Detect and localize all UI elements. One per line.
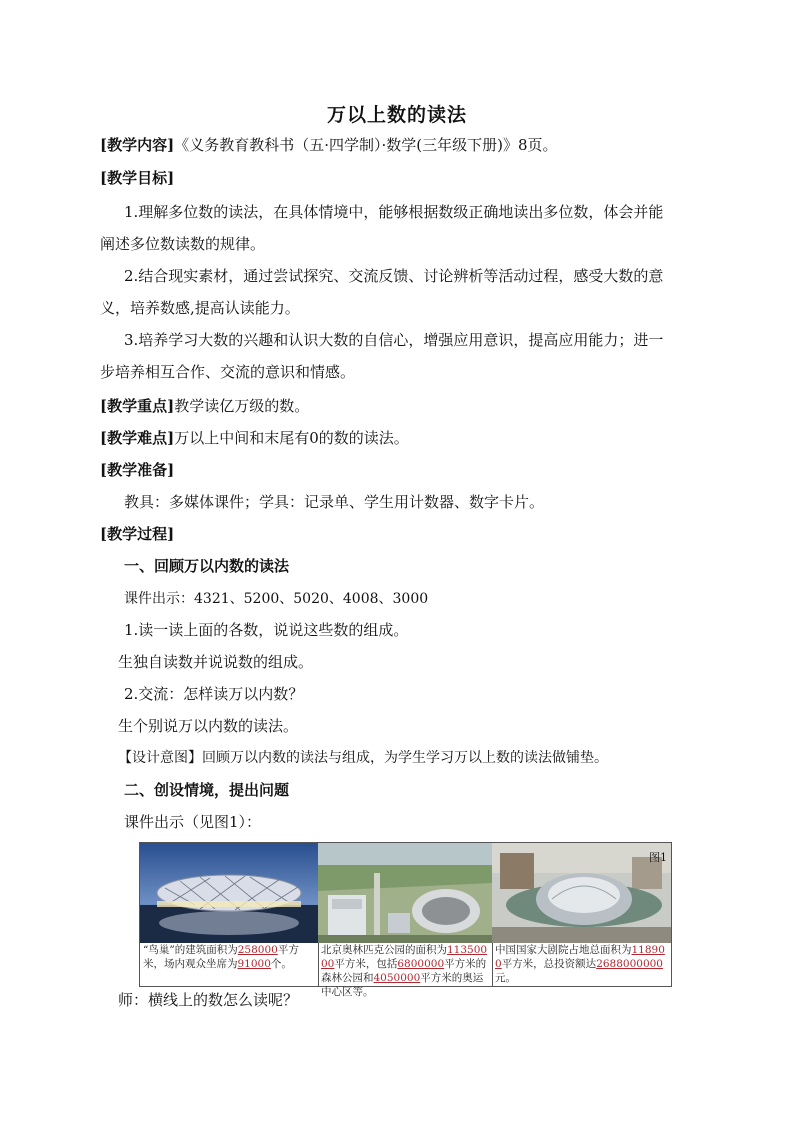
teaching-key-text: 教学读亿万级的数。: [174, 397, 310, 415]
birds-nest-photo: [140, 843, 318, 943]
goal-2-line-1: 2.结合现实素材，通过尝试探究、交流反馈、讨论辨析等活动过程，感受大数的意: [124, 267, 664, 285]
figure-panel-national-theater: [492, 843, 671, 986]
page-title: 万以上数的读法: [326, 104, 467, 126]
goal-1-line-1: 1.理解多位数的读法，在具体情境中，能够根据数级正确地读出多位数，体会并能: [124, 203, 664, 221]
national-theater-caption: 中国国家大剧院占地总面积为118900平方米，总投资额达2688000000元。: [495, 944, 665, 984]
teaching-content-text: 《义务教育教科书（五·四学制）·数学(三年级下册)》8页。: [174, 136, 558, 154]
section-1-courseware: 课件出示：4321、5200、5020、4008、3000: [124, 591, 429, 607]
teaching-key-line: [100, 396, 309, 416]
olympic-park-photo: [318, 843, 492, 943]
section-2-title: 二、创设情境，提出问题: [124, 781, 290, 799]
birds-nest-area-number: 258000: [237, 944, 278, 956]
teaching-process-label: [教学过程]: [100, 525, 175, 543]
goal-3-line-1: 3.培养学习大数的兴趣和认识大数的自信心，增强应用意识，提高应用能力；进一: [124, 331, 664, 349]
teaching-content-label: [教学内容]: [100, 136, 175, 154]
figure-1-label: 图1: [649, 851, 667, 864]
teaching-prep-label: [教学准备]: [100, 461, 175, 479]
section-1-question-2: 2.交流：怎样读万以内数？: [124, 685, 304, 703]
teaching-difficulty-text: 万以上中间和末尾有0的数的读法。: [174, 429, 409, 447]
teaching-content-line: [100, 135, 558, 155]
figure-1: [139, 842, 672, 998]
national-theater-photo: [492, 843, 671, 943]
forest-park-area-number: 6800000: [397, 958, 445, 970]
section-1-design-intent: 【设计意图】回顾万以内数的读法与组成，为学生学习万以上数的读法做铺垫。: [118, 750, 608, 766]
teaching-key-label: [教学重点]: [100, 397, 175, 415]
section-1-answer-2: 生个别说万以内数的读法。: [118, 717, 299, 735]
goal-2-line-2: 义，培养数感,提高认读能力。: [100, 299, 300, 317]
birds-nest-caption: “鸟巢”的建筑面积为258000平方米，场内观众坐席为91000个。: [143, 944, 299, 970]
theater-investment-number: 2688000000: [596, 958, 663, 970]
olympic-park-caption: 北京奥林匹克公园的面积为11350000平方米，包括6800000平方米的森林公园和4050000平方米的奥运中心区等。: [321, 944, 488, 998]
section-1-answer-1: 生独自读数并说说数的组成。: [118, 653, 314, 671]
goal-1-line-2: 阐述多位数读数的规律。: [100, 235, 266, 253]
olympic-park-area-number: 11350000: [321, 944, 488, 970]
olympic-center-area-number: 4050000: [373, 972, 421, 984]
section-2-courseware: 课件出示（见图1）：: [124, 813, 262, 831]
teaching-difficulty-label: [教学难点]: [100, 429, 175, 447]
teaching-prep-text: 教具：多媒体课件；学具：记录单、学生用计数器、数字卡片。: [124, 493, 545, 511]
figure-panel-birds-nest: [140, 843, 319, 986]
section-1-question-1: 1.读一读上面的各数，说说这些数的组成。: [124, 621, 409, 639]
goal-3-line-2: 步培养相互合作、交流的意识和情感。: [100, 363, 356, 381]
figure-panel-olympic-park: [318, 843, 493, 998]
teaching-difficulty-line: [100, 428, 409, 448]
birds-nest-seats-number: 91000: [237, 958, 271, 970]
section-1-title: 一、回顾万以内数的读法: [124, 557, 290, 575]
theater-area-number: 118900: [495, 944, 665, 970]
teaching-goals-label: [教学目标]: [100, 169, 175, 187]
teacher-question: 师：横线上的数怎么读呢？: [118, 991, 299, 1009]
